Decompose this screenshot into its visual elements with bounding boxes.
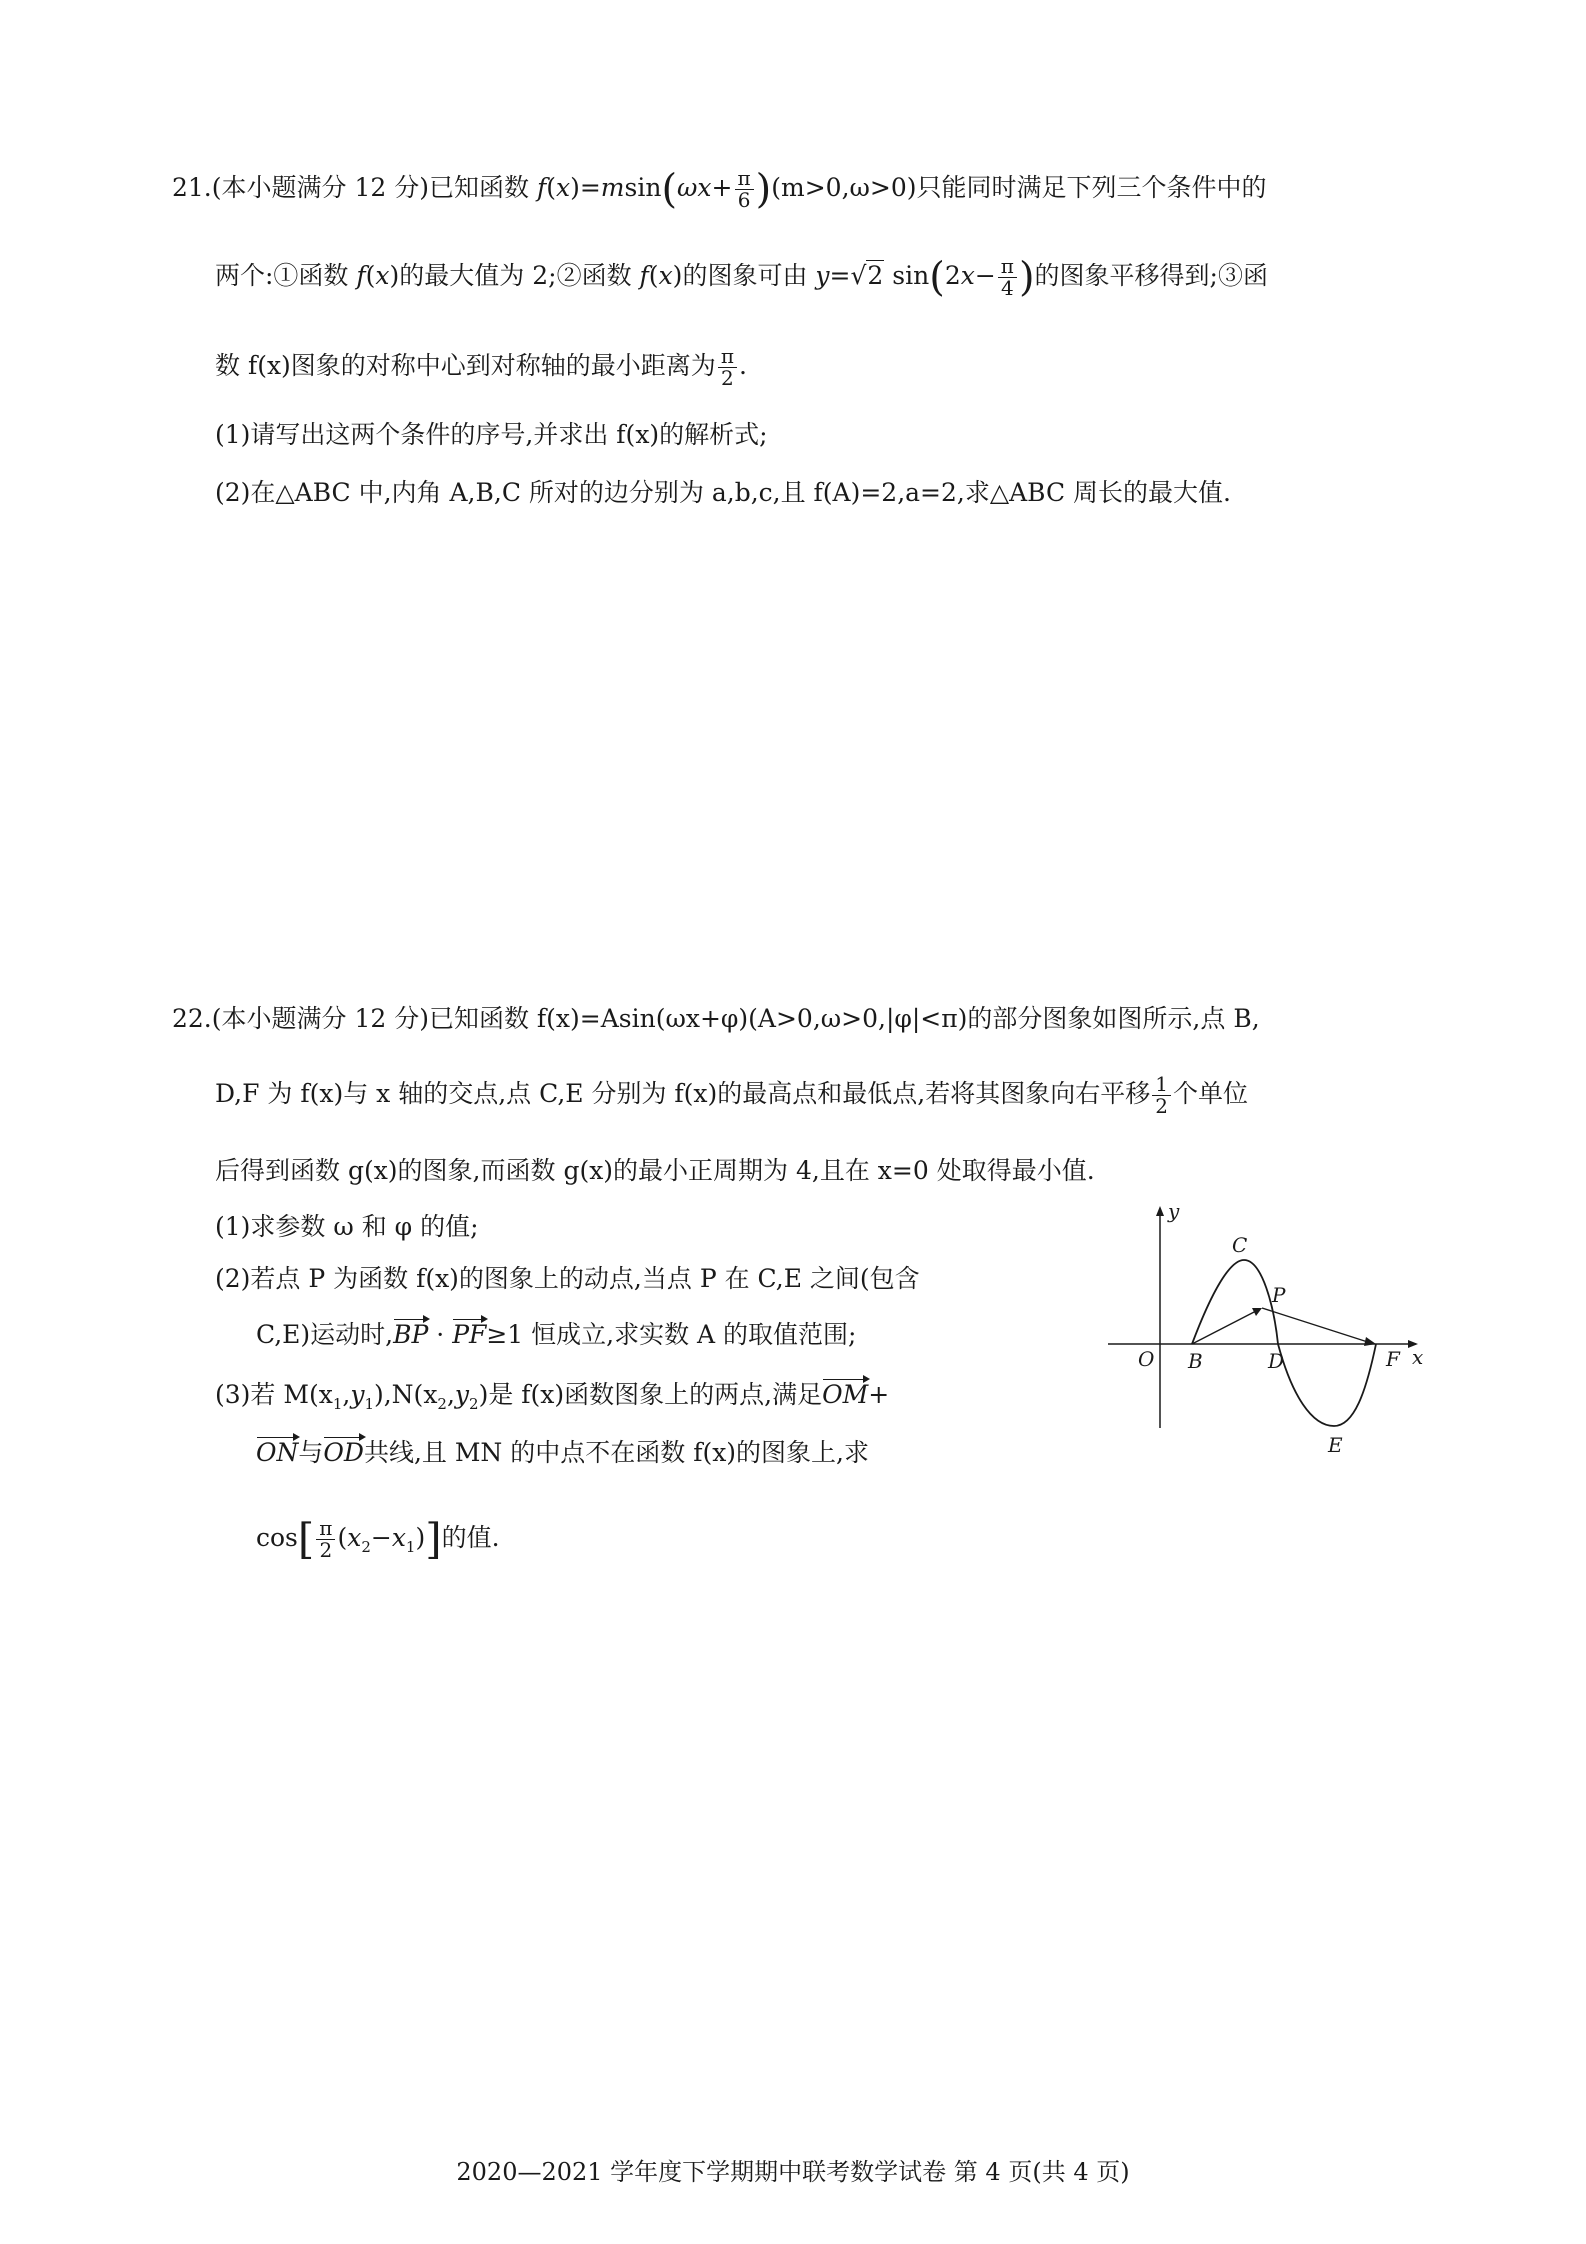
sine-graph-figure: [1096, 1196, 1436, 1466]
sqrt-2: √2: [850, 261, 884, 290]
label-E: E: [1328, 1433, 1343, 1457]
vector-BP: BP: [393, 1320, 429, 1349]
vector-OM: OM: [822, 1380, 869, 1409]
vector-OD: OD: [323, 1438, 364, 1467]
label-B: B: [1188, 1349, 1203, 1373]
one-half: $\frac{1}{2}$: [1152, 1074, 1171, 1117]
q21-header: (本小题满分 12 分)已知函数: [211, 173, 529, 202]
q22-number: 22.: [172, 1004, 212, 1033]
label-D: D: [1268, 1349, 1285, 1373]
vector-PF: PF: [452, 1320, 487, 1349]
label-P: P: [1272, 1283, 1286, 1307]
q22-part3-c: cos[ $\frac{\pi}{2}$ $(x_2-x_1)$]的值.: [256, 1514, 500, 1564]
y-axis-arrow: [1156, 1206, 1164, 1216]
q22-line2: D,F 为 f(x)与 x 轴的交点,点 C,E 分别为 f(x)的最高点和最低点,若将其图象向右平移 $\frac{1}{2}$ 个单位: [215, 1072, 1248, 1118]
q21-line1: 21.(本小题满分 12 分)已知函数 f(x)=msin(ωx+ $\frac{\pi}{6}$ )(m>0,ω>0)只能同时满足下列三个条件中的: [172, 166, 1267, 213]
q22-part1: (1)求参数 ω 和 φ 的值;: [215, 1212, 479, 1241]
q22-line1: 22.(本小题满分 12 分)已知函数 f(x)=Asin(ωx+φ)(A>0,ω>0,|φ|<π)的部分图象如图所示,点 B,: [172, 1004, 1260, 1033]
label-O: O: [1138, 1347, 1155, 1371]
vector-ON: ON: [256, 1438, 299, 1467]
pi-over-4: $\frac{\pi}{4}$: [998, 256, 1017, 299]
vector-PF-line: [1262, 1308, 1374, 1344]
q22-part3-a: (3)若 $M(x_1,y_1),N(x_2,y_2)$是 f(x)函数图象上的两点,满足OM+: [215, 1380, 890, 1413]
pi-over-6: $\frac{\pi}{6}$: [735, 168, 754, 211]
q21-line2: 两个:①函数 f(x)的最大值为 2;②函数 f(x)的图象可由 y=√2 sin(2x− $\frac{\pi}{4}$ )的图象平移得到;③函: [215, 254, 1268, 301]
label-y: y: [1168, 1199, 1180, 1223]
page-footer: 2020—2021 学年度下学期期中联考数学试卷 第 4 页(共 4 页): [456, 2158, 1130, 2186]
q22-part2-a: (2)若点 P 为函数 f(x)的图象上的动点,当点 P 在 C,E 之间(包含: [215, 1264, 920, 1293]
q22-part3-b: ON与OD共线,且 MN 的中点不在函数 f(x)的图象上,求: [256, 1438, 870, 1467]
q21-number: 21.: [172, 173, 212, 202]
q22-line3: 后得到函数 g(x)的图象,而函数 g(x)的最小正周期为 4,且在 x=0 处取得最小值.: [215, 1156, 1095, 1185]
label-C: C: [1232, 1233, 1248, 1257]
label-F: F: [1386, 1347, 1400, 1371]
label-x: x: [1412, 1345, 1424, 1369]
q21-part1: (1)请写出这两个条件的序号,并求出 f(x)的解析式;: [215, 420, 768, 449]
vector-BP-line: [1192, 1310, 1258, 1344]
q22-part2-b: C,E)运动时,BP · PF≥1 恒成立,求实数 A 的取值范围;: [256, 1320, 857, 1349]
q21-line3: 数 f(x)图象的对称中心到对称轴的最小距离为 $\frac{\pi}{2}$ .: [215, 344, 747, 390]
q21-conditions: (m>0,ω>0)只能同时满足下列三个条件中的: [771, 173, 1267, 202]
pi-over-2-b: $\frac{\pi}{2}$: [316, 1518, 335, 1561]
q21-part2: (2)在△ABC 中,内角 A,B,C 所对的边分别为 a,b,c,且 f(A)=2,a=2,求△ABC 周长的最大值.: [215, 478, 1231, 507]
pi-over-2: $\frac{\pi}{2}$: [718, 346, 737, 389]
